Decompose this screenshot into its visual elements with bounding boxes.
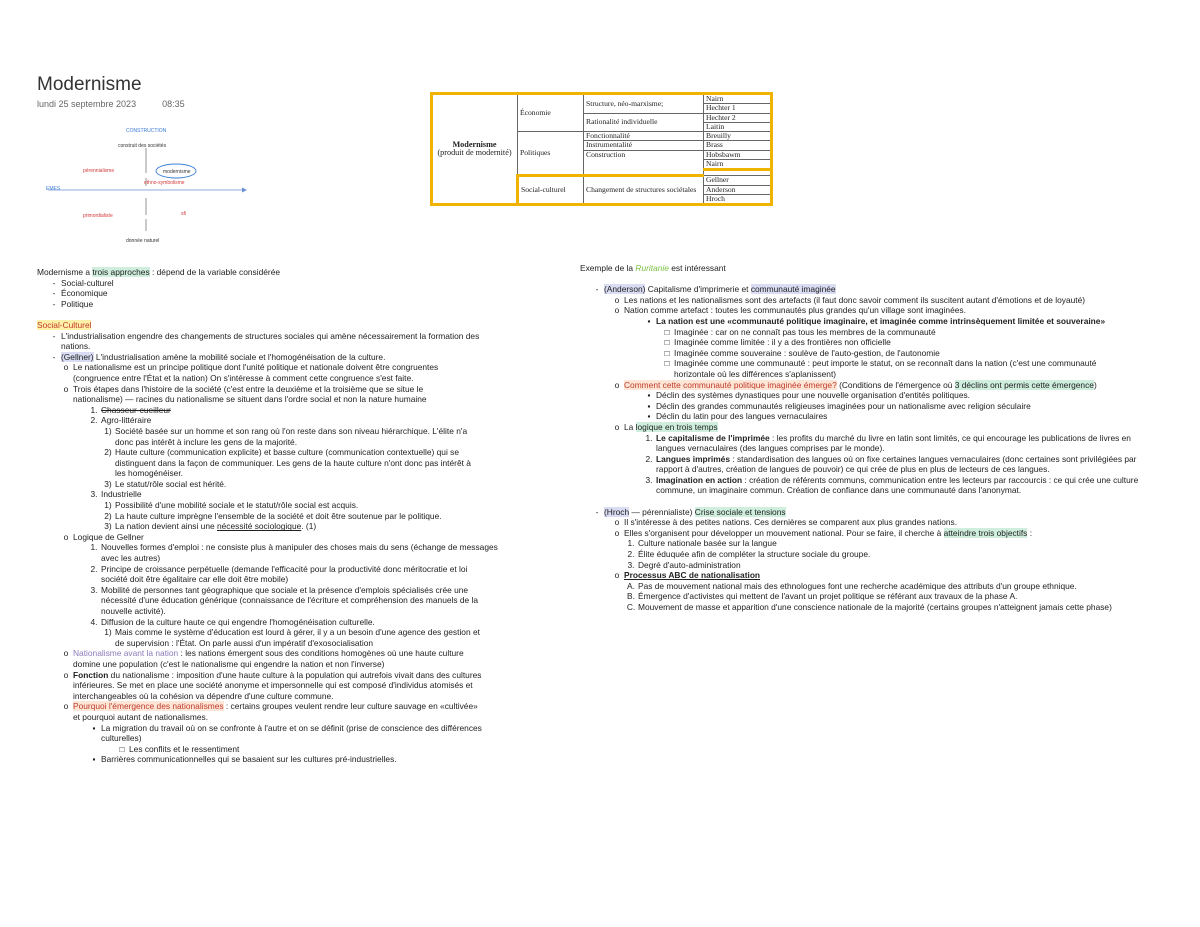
list-item xyxy=(37,542,557,553)
text-segment: Agro-littéraire xyxy=(101,415,152,426)
text-segment: Social-culturel xyxy=(61,277,114,288)
bullet: □ xyxy=(664,347,670,358)
text-segment: commune, un imaginaire commun. Création de confiance dans une communauté dans l'anonymat. xyxy=(656,485,1022,496)
list-item xyxy=(37,384,557,395)
table-author: Hroch xyxy=(704,194,772,204)
list-item xyxy=(37,744,557,755)
number: 3. xyxy=(645,474,653,485)
list-item xyxy=(37,701,557,712)
text-segment: nouvelle activité). xyxy=(101,606,166,616)
text-segment: La haute culture imprègne l'ensemble de la société et doit être soutenue par le politique. xyxy=(115,510,442,521)
table-author: Anderson xyxy=(704,185,772,194)
diagram-center: ethno-symbolisme xyxy=(144,180,185,186)
diagram-left-down: primordialiste xyxy=(83,213,113,219)
text-segment: Imagination en action xyxy=(656,474,743,485)
bullet: - xyxy=(595,506,599,517)
list-item-cont xyxy=(37,691,557,702)
list-item xyxy=(580,337,1195,348)
list-item xyxy=(580,390,1195,401)
text-segment: Capitalisme d'imprimerie et xyxy=(645,284,751,295)
list-item-cont xyxy=(37,733,557,744)
text-segment: distinguent dans la façon de communiquer. Les gens de la haute culture n'ont donc pas intérêt à xyxy=(115,457,471,468)
bullet: o xyxy=(614,421,620,432)
text-segment: rapport à d'autres, création de langues de pouvoir) ce qui crée de plus en plus de lecteurs de ces langues. xyxy=(656,464,1050,475)
number: 2. xyxy=(90,563,98,574)
text-segment: ) xyxy=(1093,379,1097,390)
list-item xyxy=(580,507,1195,518)
text-segment: : standardisation des langues où on fixe certaines langues vernaculaires (donc certaines sont privilégiées par xyxy=(730,453,1137,464)
text-segment: La nation est une «communauté politique imaginaire, et imaginée comme intrinsèquement limitée et souveraine» xyxy=(656,315,1106,326)
number: 3. xyxy=(90,584,98,595)
page-datetime xyxy=(37,99,211,109)
list-item xyxy=(580,454,1195,465)
bullet: - xyxy=(595,284,599,295)
text-segment: Chasseur-cueilleur xyxy=(101,404,171,415)
number: C. xyxy=(626,602,636,612)
text-segment: Le nationalisme est un principe politique dont l'unité politique et nationale doivent être congruentes xyxy=(73,362,439,373)
number: 3. xyxy=(627,559,635,570)
bullet: o xyxy=(63,531,69,542)
text-segment: société doit être égalitaire car elle doit être mobile) xyxy=(101,574,289,585)
number: 2. xyxy=(627,549,635,560)
diagram-right-up: modernisme xyxy=(163,169,191,175)
list-item xyxy=(37,447,557,458)
bullet: o xyxy=(614,570,620,581)
text-segment: horizontale où les différences s'aplanissent) xyxy=(674,368,837,379)
list-item-cont xyxy=(580,443,1195,454)
text-segment: nationalisme) — racines du nationalisme se situent dans l'ordre social et non la nature humaine xyxy=(73,394,427,405)
text-segment: Trois étapes dans l'histoire de la société (c'est entre la deuxième et la troisième que se situe le xyxy=(73,383,424,394)
list-item xyxy=(37,723,557,734)
page-title: Modernisme xyxy=(37,74,142,95)
bullet: o xyxy=(63,701,69,712)
list-item-cont xyxy=(37,468,557,479)
text-segment: : les profits du marché du livre en latin sont limités, ce qui encourage les publications de livres en xyxy=(769,432,1131,443)
list-item xyxy=(37,511,557,522)
table-author: Hechter 2 xyxy=(704,113,772,122)
list-item-cont xyxy=(37,553,557,564)
text-segment: Imaginée : car on ne connaît pas tous les membres de la communauté xyxy=(674,326,936,337)
highlight-objectifs: atteindre trois objectifs xyxy=(943,527,1028,538)
table-author: Brass xyxy=(704,141,772,150)
table-mod-cell xyxy=(432,94,518,205)
text-segment: (Conditions de l'émergence où xyxy=(836,379,955,390)
number: 3. xyxy=(90,489,98,500)
bullet: o xyxy=(63,669,69,680)
text-segment: . (1) xyxy=(301,521,317,532)
list-item-cont xyxy=(37,373,557,384)
note-line xyxy=(580,263,1195,274)
table-author: Hechter 1 xyxy=(704,104,772,113)
section-heading xyxy=(37,320,557,331)
text-segment: Le statut/rôle social est hérité. xyxy=(115,478,227,489)
list-item-cont xyxy=(37,595,557,606)
diagram-top-sub: construit des sociétés xyxy=(118,143,167,149)
table-author: Hobsbawm xyxy=(704,150,772,159)
highlight-communaute: communauté imaginée xyxy=(750,284,836,295)
text-segment: interchangeables où la cohésion va dépendre d'une culture commune. xyxy=(73,690,334,701)
text-segment: L'industrialisation engendre des changements de structures sociales qui amène nécessairement la formation des xyxy=(61,330,480,341)
list-item-cont xyxy=(580,485,1195,496)
text-segment: nécessité sociologique xyxy=(216,521,302,532)
number: 1. xyxy=(90,542,98,553)
text-segment: Principe de croissance perpétuelle (demande l'efficacité pour la productivité donc méritocratie et loi xyxy=(101,563,468,574)
list-item-cont xyxy=(37,638,557,649)
bullet: ▪ xyxy=(647,315,651,326)
text-segment: culturelles) xyxy=(101,733,142,744)
text-segment: Imaginée comme une communauté : peut importe le statut, on se reconnaît dans la nation (c'est une communauté xyxy=(674,358,1097,369)
bullet: ▪ xyxy=(647,400,651,411)
text-segment: Société basée sur un homme et son rang où l'on reste dans son niveau hiérarchique. L'élite n'a xyxy=(115,425,468,436)
list-item xyxy=(37,500,557,511)
page-date: lundi 25 septembre 2023 xyxy=(37,99,137,109)
list-item xyxy=(580,316,1195,327)
text-segment: La nation devient ainsi une xyxy=(115,521,217,532)
list-item xyxy=(580,295,1195,306)
text-segment: Nation comme artefact : toutes les communautés plus grandes qu'un village sont imaginées. xyxy=(624,305,966,316)
list-item xyxy=(580,538,1195,549)
text-segment: La xyxy=(624,421,636,432)
text-segment: Les conflits et le ressentiment xyxy=(129,743,240,754)
table-author: Gellner xyxy=(704,176,772,185)
bullet: - xyxy=(52,277,56,288)
heading-social-culturel: Social-Culturel xyxy=(37,319,92,330)
text-segment: du nationalisme : imposition d'une haute culture à la population qui autrefois vivait dans des cultures xyxy=(108,669,482,680)
list-item xyxy=(37,299,557,310)
bullet: o xyxy=(614,294,620,305)
text-segment: Exemple de la xyxy=(580,263,636,273)
table-mod-sub: (produit de modernité) xyxy=(437,148,512,158)
text-segment: Degré d'auto-administration xyxy=(638,559,741,570)
list-item xyxy=(37,479,557,490)
text-segment: : dépend de la variable considérée xyxy=(149,267,281,277)
list-item xyxy=(580,305,1195,316)
text-segment: Possibilité d'une mobilité sociale et le statut/rôle social est acquis. xyxy=(115,500,359,511)
table-author: Nairn xyxy=(704,160,772,170)
diagram-left-axis: EMES xyxy=(46,186,61,192)
text-segment: Pas de mouvement national mais des ethnologues font une recherche académique des attributs d'un groupe ethnique. xyxy=(638,580,1077,591)
list-item-cont xyxy=(37,659,557,670)
text-segment: donc pas intérêt à inclure les gens de la majorité. xyxy=(115,436,298,447)
text-segment: nécessité d'une éducation générique (connaissance de l'écriture et compréhension des manuels de la xyxy=(101,595,479,606)
bullet: □ xyxy=(664,337,670,348)
list-item xyxy=(580,475,1195,486)
text-segment: Économique xyxy=(61,288,108,299)
list-item-cont xyxy=(580,369,1195,380)
list-item xyxy=(37,627,557,638)
page-time: 08:35 xyxy=(162,99,185,109)
number: 2. xyxy=(645,453,653,464)
text-segment: Déclin des grandes communautés religieuses imaginées pour un nationalisme avec religion séculaire xyxy=(656,400,1031,411)
highlight-gellner: (Gellner) xyxy=(61,351,94,362)
number: A. xyxy=(627,580,635,591)
text-segment: Déclin du latin pour des langues vernaculaires xyxy=(656,411,828,422)
number: 3) xyxy=(104,521,112,532)
table-author: Breuilly xyxy=(704,132,772,141)
list-item-cont xyxy=(37,341,557,352)
text-segment: nations. xyxy=(61,341,91,352)
list-item xyxy=(37,585,557,596)
text-segment: Haute culture (communication explicite) et basse culture (communication contextuelle) qui se xyxy=(115,447,460,458)
highlight-anderson: (Anderson) xyxy=(604,284,646,295)
text-segment: Élite éduquée afin de compléter la structure sociale du groupe. xyxy=(638,549,871,560)
bullet: ▪ xyxy=(647,411,651,422)
text-segment: La migration du travail où on se confronte à l'autre et on se définit (prise de conscience des différences xyxy=(101,722,482,733)
list-item xyxy=(580,581,1195,592)
text-segment: Mouvement de masse et apparition d'une conscience nationale de la majorité (certains groupes n'atteignent jamais cette phase) xyxy=(638,602,1112,612)
diagram-bottom: donnée naturel xyxy=(126,238,160,244)
bullet: o xyxy=(63,648,69,659)
list-item xyxy=(580,549,1195,560)
list-item xyxy=(580,570,1195,581)
list-item xyxy=(37,426,557,437)
list-item-cont xyxy=(37,712,557,723)
highlight-crise: Crise sociale et tensions xyxy=(694,506,786,517)
theory-diagram xyxy=(38,118,248,250)
highlight-nationalisme-avant: Nationalisme avant la nation xyxy=(73,648,179,659)
table-dim: Rationalité individuelle xyxy=(584,113,704,132)
text-segment: Mobilité de personnes tant géographique que sociale et la présence d'emplois spécialisés crée une xyxy=(101,584,469,595)
text-segment: Langues imprimés xyxy=(656,453,731,464)
highlight-hroch: (Hroch xyxy=(604,506,630,517)
highlight-declins: 3 déclins ont permis cette émergence xyxy=(954,379,1094,390)
table-dim: Fonctionnalité xyxy=(584,132,704,141)
spacer xyxy=(580,496,1195,507)
text-segment: — pérennialiste) xyxy=(629,506,695,517)
axis-arrow-right xyxy=(242,188,247,193)
text-segment: avec les autres) xyxy=(101,553,161,564)
list-item xyxy=(580,327,1195,338)
table-axis-social: Social-culturel xyxy=(518,176,584,205)
list-item xyxy=(580,517,1195,528)
text-segment: langues vernaculaires (des langues comprises par le monde). xyxy=(656,443,885,454)
text-segment: Les nations et les nationalismes sont des artefacts (il faut donc savoir comment ils suscitent autant d'émotions et de loyauté) xyxy=(624,294,1086,305)
diagram-axes xyxy=(38,118,248,250)
list-item xyxy=(37,670,557,681)
list-item xyxy=(580,560,1195,571)
number: 1) xyxy=(104,425,112,436)
text-segment: domine une population (c'est le nationalisme qui engendre la nation et non l'inverse) xyxy=(73,658,385,669)
bullet: - xyxy=(52,330,56,341)
list-item-cont xyxy=(580,464,1195,475)
text-segment: Barrières communicationnelles qui se basaient sur les cultures pré-industrielles. xyxy=(101,754,397,765)
number: 1. xyxy=(627,538,635,549)
text-segment: Déclin des systèmes dynastiques pour une nouvelle organisation d'entités politiques. xyxy=(656,390,970,401)
list-item xyxy=(37,362,557,373)
text-segment: L'industrialisation amène la mobilité sociale et l'homogénéisation de la culture. xyxy=(93,351,386,362)
note-line xyxy=(37,267,557,278)
text-segment: Le capitalisme de l'imprimée xyxy=(656,432,770,443)
bullet: □ xyxy=(664,326,670,337)
list-item xyxy=(37,617,557,628)
text-segment: Modernisme a xyxy=(37,267,93,277)
highlight-pourquoi: Pourquoi l'émergence des nationalismes xyxy=(73,701,224,712)
text-segment: Industrielle xyxy=(101,489,142,500)
text-segment: Elles s'organisent pour développer un mouvement national. Pour se faire, il cherche à xyxy=(624,527,944,538)
text-segment: Culture nationale basée sur la langue xyxy=(638,538,777,549)
number: B. xyxy=(627,591,635,602)
modernisme-table xyxy=(430,92,773,206)
number: 2) xyxy=(104,447,112,458)
bullet: ▪ xyxy=(92,722,96,733)
list-item xyxy=(580,528,1195,539)
list-item-cont xyxy=(37,574,557,585)
bullet: □ xyxy=(119,743,125,754)
list-item xyxy=(580,358,1195,369)
highlight-ruritanie: Ruritanie xyxy=(635,263,669,273)
list-item xyxy=(37,564,557,575)
bullet: o xyxy=(614,527,620,538)
number: 1. xyxy=(645,432,653,443)
number: 4. xyxy=(90,616,98,627)
list-item xyxy=(37,288,557,299)
bullet: ▪ xyxy=(92,754,96,765)
number: 1) xyxy=(104,500,112,511)
bullet: o xyxy=(614,517,620,528)
list-item xyxy=(580,591,1195,602)
list-item xyxy=(37,278,557,289)
bullet: □ xyxy=(664,358,670,369)
table-dim: Changement de structures sociétales xyxy=(584,176,704,205)
list-item-cont xyxy=(37,606,557,617)
table-dim: Structure, néo-marxisme; xyxy=(584,94,704,114)
text-segment: : xyxy=(1027,527,1033,538)
text-segment: Il s'intéresse à des petites nations. Ces dernières se comparent aux plus grandes nations. xyxy=(624,517,958,528)
text-segment: inférieures. Se met en place une société anonyme et impersonnelle qui est composé d'individus atomisés et xyxy=(73,680,473,691)
list-item xyxy=(580,602,1195,613)
list-item-cont xyxy=(37,437,557,448)
text-segment: Imaginée comme limitée : il y a des frontières non officielle xyxy=(674,337,891,348)
table-mod-title: Modernisme xyxy=(452,139,497,149)
list-item xyxy=(580,401,1195,412)
list-item xyxy=(37,754,557,765)
list-item-cont xyxy=(37,458,557,469)
bullet: o xyxy=(614,379,620,390)
text-segment: les homogénéiser. xyxy=(115,468,183,479)
notes-right xyxy=(580,263,1195,613)
list-item xyxy=(37,489,557,500)
number: 3) xyxy=(104,478,112,489)
text-segment: Diffusion de la culture haute ce qui engendre l'homogénéisation culturelle. xyxy=(101,616,375,627)
list-item xyxy=(580,433,1195,444)
list-item xyxy=(580,348,1195,359)
list-item xyxy=(37,532,557,543)
bullet: o xyxy=(63,383,69,394)
text-segment: et pourquoi autant de nationalismes. xyxy=(73,711,209,722)
list-item xyxy=(580,411,1195,422)
list-item xyxy=(37,405,557,416)
list-item xyxy=(37,521,557,532)
diagram-left-up: pérennialisme xyxy=(83,168,115,174)
text-segment: Processus ABC de nationalisation xyxy=(624,570,761,581)
list-item xyxy=(37,352,557,363)
list-item xyxy=(37,331,557,342)
text-segment: : certains groupes veulent rendre leur culture sauvage en «cultivée» xyxy=(223,701,478,712)
text-segment: Fonction xyxy=(73,669,109,680)
number: 1. xyxy=(90,404,98,415)
text-segment: (congruence entre l'État et la nation) On s'intéresse à comment cette congruence s'est faite. xyxy=(73,372,414,383)
highlight-comment: Comment cette communauté politique imaginée émerge? xyxy=(624,379,837,390)
bullet: - xyxy=(52,288,56,299)
table-dim: Instrumentalité xyxy=(584,141,704,150)
bullet: ▪ xyxy=(647,390,651,401)
spacer xyxy=(37,309,557,320)
list-item-cont xyxy=(37,680,557,691)
table-axis-economie: Économie xyxy=(518,94,584,132)
text-segment: de supervision : l'État. On parle aussi d'un impératif d'exosocialisation xyxy=(115,637,374,648)
bullet: o xyxy=(63,362,69,373)
list-item xyxy=(37,648,557,659)
highlight-trois-approches: trois approches xyxy=(92,267,150,277)
text-segment: Imaginée comme souveraine : soulève de l'auto-gestion, de l'autonomie xyxy=(674,347,940,358)
notes-left xyxy=(37,267,557,765)
number: 1) xyxy=(104,627,112,638)
text-segment: Logique de Gellner xyxy=(73,531,144,542)
text-segment: Politique xyxy=(61,298,94,309)
number: 2. xyxy=(90,415,98,426)
text-segment: Nouvelles formes d'emploi : ne consiste plus à manipuler des choses mais du sens (échange de messages xyxy=(101,542,498,553)
text-segment: est intéressant xyxy=(668,263,726,273)
diagram-right-down: sfi xyxy=(181,211,186,217)
text-segment: Émergence d'activistes qui mettent de l'avant un projet politique se référant aux travaux de la phase A. xyxy=(638,591,1018,602)
bullet: o xyxy=(614,305,620,316)
table-author: Laitin xyxy=(704,122,772,131)
text-segment: Mais comme le système d'éducation est lourd à gérer, il y a un besoin d'une agence des gestion et xyxy=(115,627,480,638)
list-item-cont xyxy=(37,394,557,405)
table-axis-politiques: Politiques xyxy=(518,132,584,176)
text-segment: : les nations émergent sous des conditions homogènes où une haute culture xyxy=(178,648,464,659)
diagram-top-label: CONSTRUCTION xyxy=(126,128,167,134)
list-item xyxy=(580,284,1195,295)
bullet: - xyxy=(52,351,56,362)
table-dim: Construction xyxy=(584,150,704,176)
list-item xyxy=(580,422,1195,433)
table-author: Nairn xyxy=(704,94,772,104)
list-item xyxy=(37,415,557,426)
number: 2) xyxy=(104,510,112,521)
spacer xyxy=(580,274,1195,285)
highlight-logique: logique en trois temps xyxy=(635,421,718,432)
list-item xyxy=(580,380,1195,391)
bullet: - xyxy=(52,298,56,309)
text-segment: : création de référents communs, communication entre les lecteurs par raccourcis : ce qui crée une culture xyxy=(742,474,1139,485)
